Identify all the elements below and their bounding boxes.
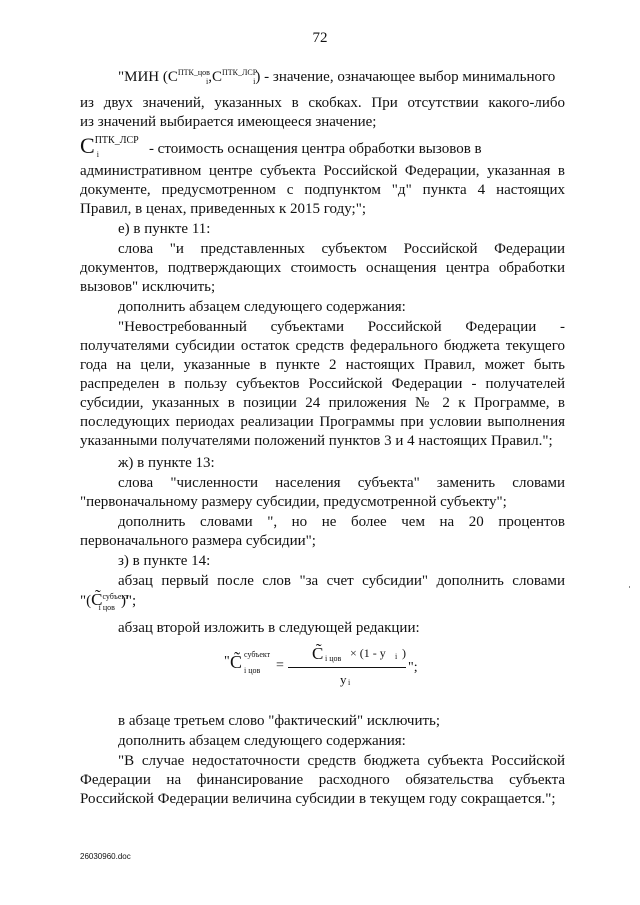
min-prefix: "МИН (С <box>118 69 178 85</box>
text-line: слова "и представленных субъектом Российской Федерации <box>118 241 565 257</box>
formula-num-close: ) <box>402 646 406 660</box>
formula-num-sub: i цов <box>325 654 342 663</box>
item-z: з) в пункте 14: <box>118 553 211 569</box>
symbol-sub: i цов <box>98 603 115 612</box>
text-line: дополнить абзацем следующего содержания: <box>118 299 406 315</box>
text-line: получателями субсидии остаток средств федерального бюджета текущего <box>80 338 565 354</box>
text-line: указанными получателями положений пунктов 3 и 4 настоящих Правил."; <box>80 433 553 449</box>
text-line: дополнить словами ", но не более чем на 20 процентов <box>118 514 565 530</box>
formula-tail: "; <box>408 660 418 675</box>
text-line: в абзаце третьем слово "фактический" исключить; <box>118 713 441 729</box>
formula-lhs-sup: субъект <box>244 650 271 659</box>
fraction-bar <box>288 667 406 668</box>
text-line: документе, предусмотренном с подпунктом "д" пункта 4 настоящих <box>80 182 565 198</box>
paragraph-cost-definition <box>80 133 565 160</box>
text-line: документов, подтверждающих стоимость оснащения центра обработки <box>80 260 565 276</box>
text-line: из значений выбирается имеющееся значение; <box>80 114 377 130</box>
min-sub-2: i <box>253 77 256 86</box>
formula <box>224 640 428 690</box>
formula-lhs-symbol: C̃ <box>230 652 243 672</box>
text-line: дополнить абзацем следующего содержания: <box>118 733 406 749</box>
text-line: абзац первый после слов "за счет субсидии" дополнить словами <box>118 573 565 589</box>
page-number: 72 <box>312 30 328 46</box>
text-line: слова "численности населения субъекта" заменить словами <box>118 475 565 491</box>
footer-filename: 26030960.doc <box>80 852 131 861</box>
formula-den: y <box>340 672 347 687</box>
text-line: вызовов" исключить; <box>80 279 216 295</box>
text-line: Федерации на финансирование расходного обязательства субъекта <box>80 772 565 788</box>
margin-mark <box>629 586 630 588</box>
formula-num-symbol: C̃ <box>312 644 324 663</box>
text-line: административном центре субъекта Российской Федерации, указанная в <box>80 163 565 179</box>
text-line: Правил, в ценах, приведенных к 2015 году;"; <box>80 201 366 217</box>
text-line: распределен в пользу субъектов Российской Федерации - получателей <box>80 376 565 392</box>
min-comma: ,С <box>208 69 222 85</box>
cost-sub: i <box>96 150 99 159</box>
item-e: е) в пункте 11: <box>118 221 211 237</box>
inline-symbol-line <box>80 591 565 612</box>
cost-symbol: С <box>80 133 95 158</box>
formula-num-sub2: i <box>395 652 398 661</box>
text-line: абзац второй изложить в следующей редакции: <box>118 620 420 636</box>
text-line: "Невостребованный субъектами Российской Федерации - <box>118 319 565 335</box>
c-tilde-symbol: C̃ <box>91 590 103 609</box>
text-line: из двух значений, указанных в скобках. При отсутствии какого-либо <box>80 95 565 111</box>
cost-sup: ПТК_ЛСР <box>94 135 139 146</box>
formula-num-rest: × (1 - y <box>350 646 386 660</box>
symbol-close: )"; <box>120 593 137 609</box>
paragraph-min-definition <box>118 68 565 88</box>
min-sup-2: ПТК_ЛСР <box>221 68 258 77</box>
text-line: "первоначальному размеру субсидии, предусмотренной субъекту"; <box>80 494 507 510</box>
symbol-sup: субъект <box>102 592 129 601</box>
formula-lhs-sub: i цов <box>244 666 261 675</box>
text-line: Российской Федерации величина субсидии в текущем году сокращается."; <box>80 791 556 807</box>
text-line: года на цели, указанные в пункте 2 настоящих Правил, может быть <box>80 357 565 373</box>
text-line: субсидии, указанных в позиции 24 приложения № 2 к Программе, в <box>80 395 565 411</box>
formula-den-sub: i <box>348 678 351 687</box>
item-zh: ж) в пункте 13: <box>118 455 215 471</box>
text-line: последующих периодах реализации Программы при условии выполнения <box>80 414 565 430</box>
min-sub-1: i <box>205 77 209 86</box>
formula-open-quote: " <box>224 654 230 669</box>
min-sup-1: ПТК_цов <box>177 68 210 77</box>
cost-rest: - стоимость оснащения центра обработки вызовов в <box>148 141 482 157</box>
text-line: первоначального размера субсидии"; <box>80 533 316 549</box>
symbol-open: "( <box>80 593 92 609</box>
formula-equals: = <box>276 658 284 673</box>
text-line: "В случае недостаточности средств бюджета субъекта Российской <box>118 753 565 769</box>
min-rest: ) - значение, означающее выбор минимального <box>255 69 556 85</box>
